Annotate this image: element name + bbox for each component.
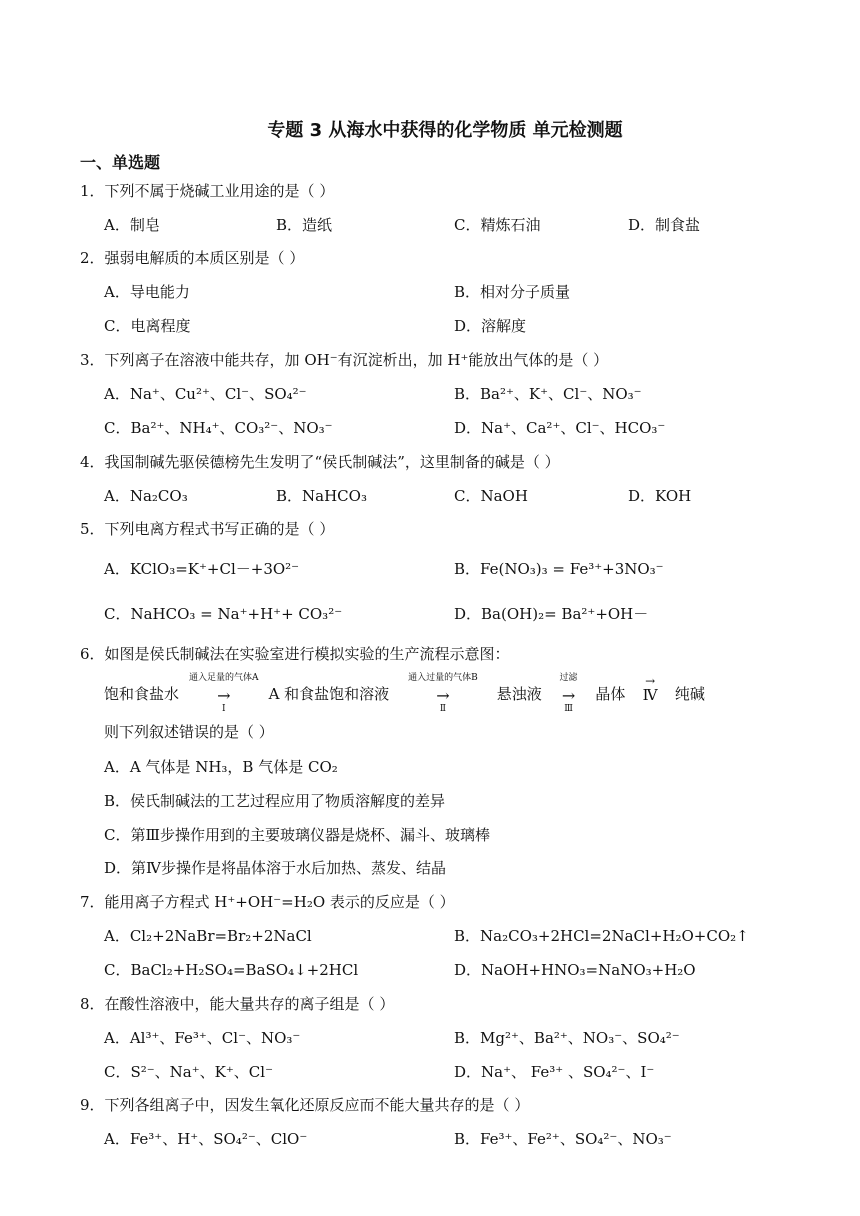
q4-option-b: B．NaHCO₃ [276,487,367,505]
flow-step-4: 晶体 [595,685,626,703]
q7-option-c: C．BaCl₂+H₂SO₄=BaSO₄↓+2HCl [104,961,359,979]
q3-option-d: D．Na⁺、Ca²⁺、Cl⁻、HCO₃⁻ [454,419,666,437]
question-6-ask: 则下列叙述错误的是（ ） [104,723,274,741]
flow-arrow-3 [547,672,591,714]
q1-option-b: B．造纸 [276,216,333,234]
q1-option-c: C．精炼石油 [454,216,541,234]
q1-option-d: D．制食盐 [628,216,701,234]
q5-option-c: C．NaHCO₃ = Na⁺+H⁺+ CO₃²⁻ [104,605,343,623]
q8-option-a: A．Al³⁺、Fe³⁺、Cl⁻、NO₃⁻ [104,1029,301,1047]
q2-option-d: D．溶解度 [454,317,527,335]
arrow-icon: → [217,685,231,705]
q9-option-a: A．Fe³⁺、H⁺、SO₄²⁻、ClO⁻ [104,1130,308,1148]
arrow-icon: → [561,685,576,705]
question-9-stem: 9．下列各组离子中，因发生氧化还原反应而不能大量共存的是（ ） [80,1096,530,1114]
q6-option-a: A．A 气体是 NH₃，B 气体是 CO₂ [104,758,338,776]
q2-option-b: B．相对分子质量 [454,283,571,301]
flow-arrow-2-label: 通入过量的气体B [408,672,478,683]
q4-option-d: D．KOH [628,487,692,505]
q7-option-a: A．Cl₂+2NaBr=Br₂+2NaCl [104,927,312,945]
q8-option-c: C．S²⁻、Na⁺、K⁺、Cl⁻ [104,1063,273,1081]
question-6-stem: 6．如图是侯氏制碱法在实验室进行模拟实验的生产流程示意图： [80,645,510,663]
question-5-stem: 5．下列电离方程式书写正确的是（ ） [80,520,335,538]
flow-arrow-1 [184,672,264,714]
q5-option-b: B．Fe(NO₃)₃ = Fe³⁺+3NO₃⁻ [454,560,664,578]
flow-arrow-4 [630,674,670,704]
flow-arrow-2-step: Ⅱ [439,703,447,714]
q6-option-c: C．第Ⅲ步操作用到的主要玻璃仪器是烧杯、漏斗、玻璃棒 [104,826,490,844]
page-title: 专题 3 从海水中获得的化学物质 单元检测题 [267,120,623,141]
q2-option-c: C．电离程度 [104,317,191,335]
flow-step-3: 悬浊液 [496,685,542,703]
q5-option-a: A．KClO₃=K⁺+Cl－+3O²⁻ [104,560,300,578]
q4-option-c: C．NaOH [454,487,528,505]
q3-option-c: C．Ba²⁺、NH₄⁺、CO₃²⁻、NO₃⁻ [104,419,333,437]
flow-arrow-4-step: Ⅳ [642,686,658,704]
q6-option-b: B．侯氏制碱法的工艺过程应用了物质溶解度的差异 [104,792,446,810]
question-4-stem: 4．我国制碱先驱侯德榜先生发明了“侯氏制碱法”，这里制备的碱是（ ） [80,453,560,471]
flow-arrow-1-step: Ⅰ [222,703,226,714]
q8-option-b: B．Mg²⁺、Ba²⁺、NO₃⁻、SO₄²⁻ [454,1029,680,1047]
arrow-icon: → [645,674,656,688]
arrow-icon: → [436,685,450,705]
q2-option-a: A．导电能力 [104,283,190,301]
q9-option-b: B．Fe³⁺、Fe²⁺、SO₄²⁻、NO₃⁻ [454,1130,672,1148]
q3-option-a: A．Na⁺、Cu²⁺、Cl⁻、SO₄²⁻ [104,385,307,403]
q7-option-b: B．Na₂CO₃+2HCl=2NaCl+H₂O+CO₂↑ [454,927,749,945]
question-3-stem: 3．下列离子在溶液中能共存，加 OH⁻有沉淀析出，加 H⁺能放出气体的是（ ） [80,351,609,369]
q8-option-d: D．Na⁺、 Fe³⁺ 、SO₄²⁻、I⁻ [454,1063,655,1081]
section-heading: 一、单选题 [80,153,161,172]
flow-step-5: 纯碱 [674,685,705,703]
question-8-stem: 8．在酸性溶液中，能大量共存的离子组是（ ） [80,995,395,1013]
flow-diagram [104,672,705,714]
flow-arrow-3-step: Ⅲ [564,703,573,714]
q3-option-b: B．Ba²⁺、K⁺、Cl⁻、NO₃⁻ [454,385,642,403]
flow-arrow-2 [394,672,492,714]
question-7-stem: 7．能用离子方程式 H⁺+OH⁻=H₂O 表示的反应是（ ） [80,893,455,911]
question-2-stem: 2．强弱电解质的本质区别是（ ） [80,249,305,267]
q5-option-d: D．Ba(OH)₂= Ba²⁺+OH－ [454,605,649,623]
flow-step-1: 饱和食盐水 [104,685,180,703]
question-1-stem: 1．下列不属于烧碱工业用途的是（ ） [80,182,335,200]
flow-arrow-3-label: 过滤 [559,672,578,683]
flow-arrow-1-label: 通入足量的气体A [189,672,259,683]
q4-option-a: A．Na₂CO₃ [104,487,188,505]
q6-option-d: D．第Ⅳ步操作是将晶体溶于水后加热、蒸发、结晶 [104,859,447,877]
q1-option-a: A．制皂 [104,216,160,234]
q7-option-d: D．NaOH+HNO₃=NaNO₃+H₂O [454,961,696,979]
flow-step-2: A 和食盐饱和溶液 [268,685,390,703]
